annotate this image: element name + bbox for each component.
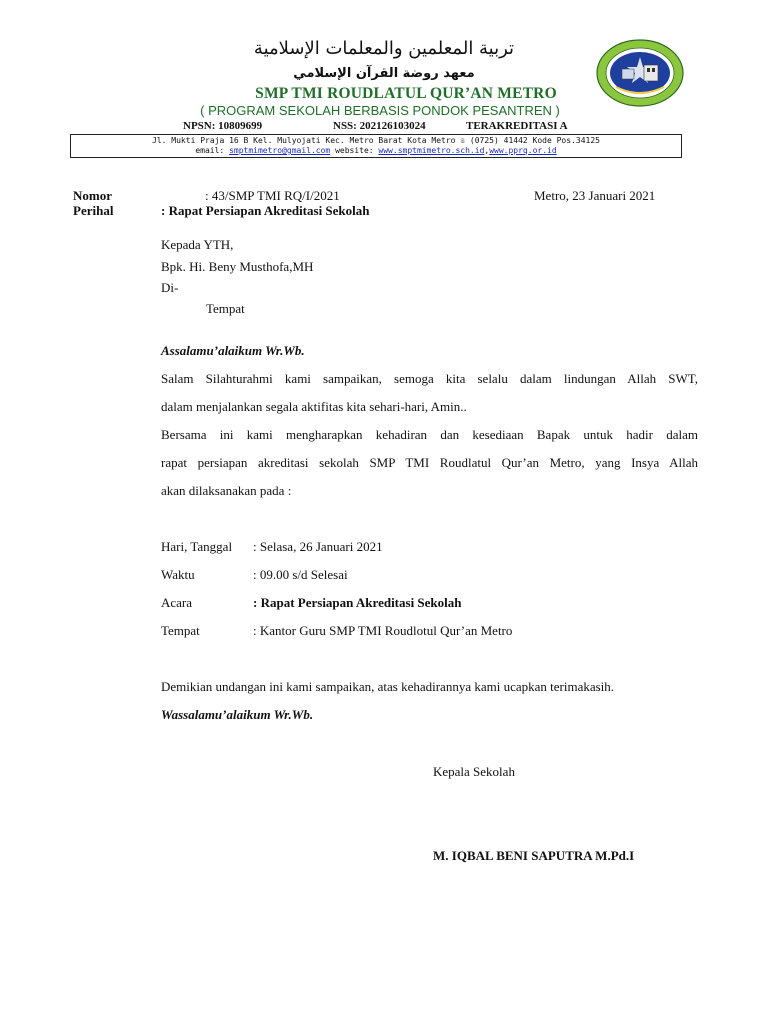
perihal-label: Perihal (73, 203, 114, 218)
address-line: Jl. Mukti Praja 16 B Kel. Mulyojati Kec. Metro Barat Kota Metro ☏ (0725) 41442 Kode Pos.34125 (152, 136, 600, 145)
recipient-line-2: Bpk. Hi. Beny Musthofa,MH (161, 259, 314, 274)
nss-text: NSS: 202126103024 (333, 120, 426, 132)
website-link-2[interactable]: www.pprq.or.id (489, 146, 557, 155)
place-date: Metro, 23 Januari 2021 (534, 188, 656, 203)
detail-value-time: : 09.00 s/d Selesai (253, 567, 348, 582)
signature-name: M. IQBAL BENI SAPUTRA M.Pd.I (433, 848, 635, 863)
closing-text: Demikian undangan ini kami sampaikan, atas kehadirannya kami ucapkan terimakasih. (161, 679, 615, 694)
paragraph-2-line-3: akan dilaksanakan pada : (161, 483, 292, 498)
accreditation-text: TERAKREDITASI A (466, 120, 568, 132)
detail-label-date: Hari, Tanggal (161, 539, 233, 554)
paragraph-2-line-2: rapat persiapan akreditasi sekolah SMP TMI Roudlatul Qur’an Metro, yang Insya Allah (161, 455, 698, 470)
school-name: SMP TMI ROUDLATUL QUR’AN METRO (255, 85, 557, 102)
recipient-line-3: Di- (161, 280, 179, 295)
nomor-label: Nomor (73, 188, 112, 203)
email-link[interactable]: smptmimetro@gmail.com (229, 146, 331, 155)
website-label: website: (335, 146, 374, 155)
paragraph-1-line-1: Salam Silahturahmi kami sampaikan, semoga kita selalu dalam lindungan Allah SWT, (161, 371, 698, 386)
arabic-org-title: تربية المعلمين والمعلمات الإسلامية (253, 38, 515, 59)
detail-label-time: Waktu (161, 567, 195, 582)
nomor-value: : 43/SMP TMI RQ/I/2021 (205, 188, 340, 203)
contact-line: email: smptmimetro@gmail.com website: www.smptmimetro.sch.id,www.pprq.or.id (195, 146, 557, 155)
email-label: email: (195, 146, 225, 155)
arabic-institute-title: معهد روضة القرآن الإسلامي (293, 66, 475, 81)
detail-value-date: : Selasa, 26 Januari 2021 (253, 539, 383, 554)
detail-value-place: : Kantor Guru SMP TMI Roudlotul Qur’an Metro (253, 623, 513, 638)
perihal-value: : Rapat Persiapan Akreditasi Sekolah (161, 203, 370, 218)
greeting: Assalamu’alaikum Wr.Wb. (161, 343, 305, 358)
signature-title: Kepala Sekolah (433, 764, 515, 779)
website-link[interactable]: www.smptmimetro.sch.id (378, 146, 485, 155)
detail-label-place: Tempat (161, 623, 200, 638)
closing-salam: Wassalamu’alaikum Wr.Wb. (161, 707, 314, 722)
detail-value-event: : Rapat Persiapan Akreditasi Sekolah (253, 595, 462, 610)
school-logo (596, 39, 684, 107)
recipient-line-4: Tempat (206, 301, 245, 316)
paragraph-2-line-1: Bersama ini kami mengharapkan kehadiran dan kesediaan Bapak untuk hadir dalam (161, 427, 698, 442)
detail-label-event: Acara (161, 595, 193, 610)
recipient-line-1: Kepada YTH, (161, 237, 234, 252)
program-subtitle: ( PROGRAM SEKOLAH BERBASIS PONDOK PESANTREN ) (200, 103, 560, 118)
address-box (70, 134, 682, 158)
npsn-text: NPSN: 10809699 (183, 120, 263, 132)
paragraph-1-line-2: dalam menjalankan segala aktifitas kita sehari-hari, Amin.. (161, 399, 467, 414)
